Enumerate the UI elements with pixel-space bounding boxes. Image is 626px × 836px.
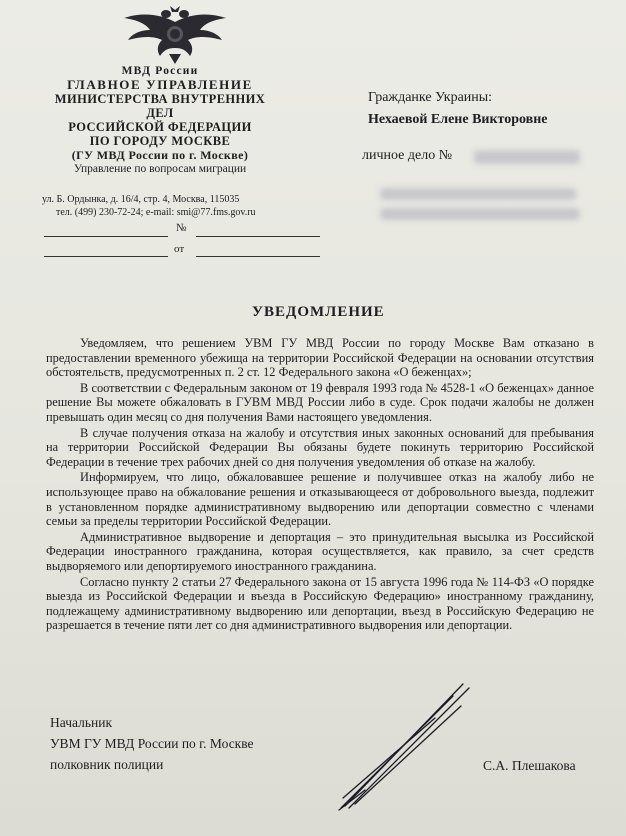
signatory-title [50,712,254,775]
document-title: УВЕДОМЛЕНИЕ [252,304,385,320]
paragraph-4: Информируем, что лицо, обжаловавшее решение и получившее отказ на жалобу либо не использующее право на обжалование решения и отказывающееся от добровольного выезда, подлежит в установленном порядке административному выдворению или депортации совместно с членами семьи за пределы территории Российской Федерации. [46,470,594,529]
signatory-name: С.А. Плешакова [483,758,576,773]
org-line-1: ГЛАВНОЕ УПРАВЛЕНИЕ [67,77,253,92]
paragraph-5: Административное выдворение и депортация – это принудительная высылка из Российской Федерации иностранного гражданина, которая осуществляется, как правило, за счет средств выдворяемого или депортируемого иностранного гражданина. [46,529,594,573]
org-short: МВД России [121,65,199,77]
signatory-line-1: Начальник [50,715,113,730]
department: Управление по вопросам миграции [73,163,247,175]
signatory-line-2: УВМ ГУ МВД России по г. Москве [50,736,254,751]
redacted-address-line-2 [380,208,580,220]
org-line-4: ПО ГОРОДУ МОСКВЕ [89,134,231,148]
date-label: от [174,243,185,255]
org-contacts: тел. (499) 230-72-24; e-mail: smi@77.fms.gov.ru [56,207,256,218]
redacted-address-line-1 [380,188,576,200]
eagle-emblem-icon [120,4,230,66]
handwritten-signature [335,678,475,813]
org-line-5: (ГУ МВД России по г. Москве) [71,148,249,162]
org-line-2: МИНИСТЕРСТВА ВНУТРЕННИХ ДЕЛ [54,92,266,120]
signatory-line-3: полковник полиции [50,757,164,772]
date-blank-left [44,256,168,257]
paragraph-1: Уведомляем, что решением УВМ ГУ МВД России по городу Москве Вам отказано в предоставлении временного убежища на территории Российской Федерации на основании отсутствия обстоятельств, предусмотренных п. 2 ст. 12 Федерального закона «О беженцах»; [46,336,594,380]
number-blank-right [196,236,320,237]
recipient-name: Нехаевой Елене Викторовне [368,112,548,127]
case-number-label: личное дело № [362,148,453,163]
org-address: ул. Б. Ордынка, д. 16/4, стр. 4, Москва, 115035 [42,194,240,205]
notice-body [46,336,594,634]
org-line-3: РОССИЙСКОЙ ФЕДЕРАЦИИ [68,120,252,134]
letterhead [40,64,280,176]
recipient-line-1: Гражданке Украины: [368,90,493,105]
number-blank-left [44,236,168,237]
paragraph-6: Согласно пункту 2 статьи 27 Федерального закона от 15 августа 1996 года № 114-ФЗ «О порядке выезда из Российской Федерации и въезда в Российскую Федерацию» иностранному гражданину, подлежащему административному выдворению или депортации, въезд в Российскую Федерацию не разрешается в течение пяти лет со дня административного выдворения или депортации. [46,574,594,633]
redacted-case-number [474,150,580,164]
paragraph-3: В случае получения отказа на жалобу и отсутствия иных законных оснований для пребывания на территории Российской Федерации Вы обязаны будете покинуть территорию Российской Федерации в течение трех рабочих дней со дня получения уведомления об отказе на жалобу. [46,425,594,469]
paragraph-2: В соответствии с Федеральным законом от 19 февраля 1993 года № 4528-1 «О беженцах» данное решение Вы можете обжаловать в ГУВМ МВД России либо в суде. Срок подачи жалобы не должен превышать один месяц со дня получения Вами настоящего уведомления. [46,380,594,424]
number-label: № [176,222,187,234]
date-blank-right [196,256,320,257]
